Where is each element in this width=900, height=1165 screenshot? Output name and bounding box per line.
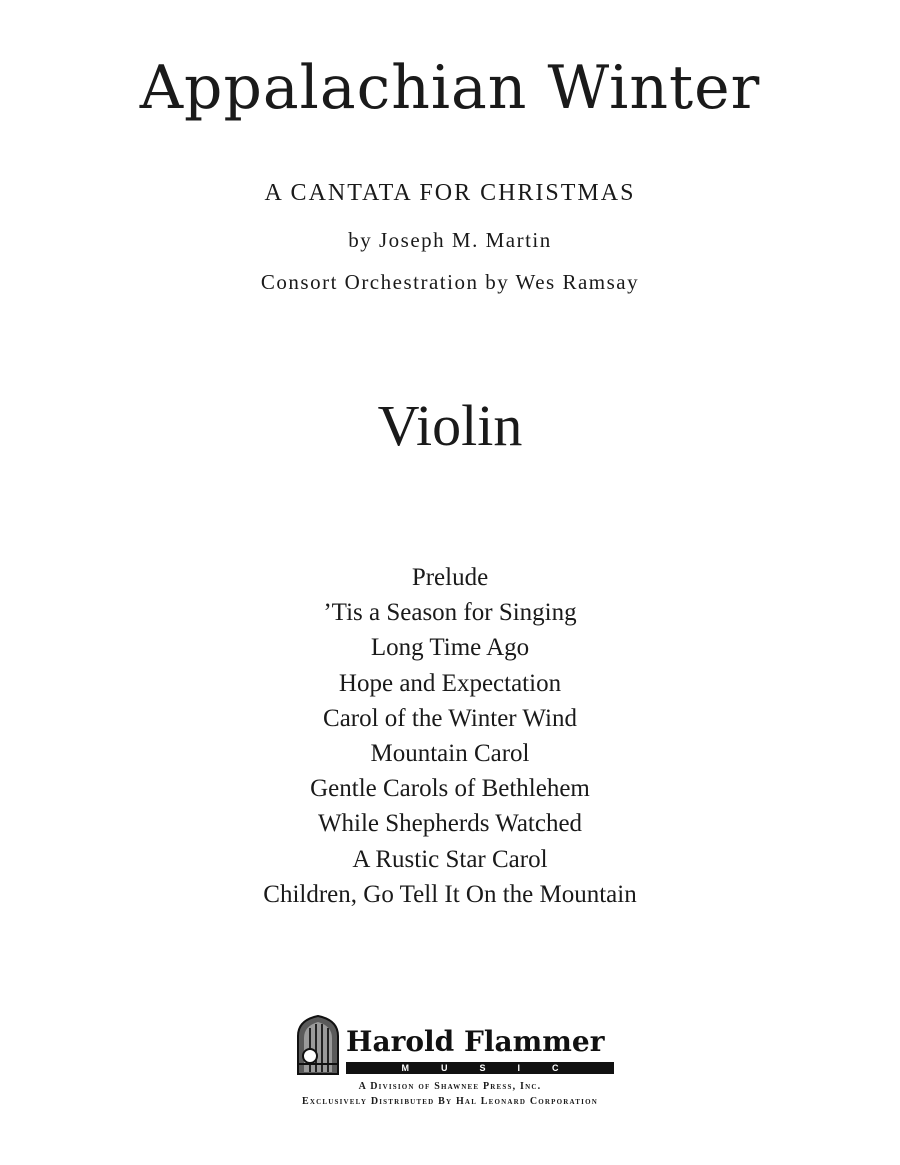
publisher-logo <box>296 1014 616 1078</box>
contents-item: Carol of the Winter Wind <box>323 704 577 732</box>
contents-item: Hope and Expectation <box>338 669 562 697</box>
contents-item: Gentle Carols of Bethlehem <box>310 775 590 803</box>
publisher-name-bar: MUSIC <box>346 1062 614 1074</box>
instrument-name: Violin <box>377 393 523 458</box>
contents-item: A Rustic Star Carol <box>352 845 548 873</box>
publisher-distribution: Exclusively Distributed By Hal Leonard Corporation <box>302 1096 598 1107</box>
composer-byline: by Joseph M. Martin <box>348 228 552 252</box>
contents-item: ’Tis a Season for Singing <box>323 599 577 627</box>
contents-item: Long Time Ago <box>370 634 530 662</box>
contents-list <box>0 560 900 912</box>
subtitle: A CANTATA FOR CHRISTMAS <box>264 180 636 206</box>
contents-item: Mountain Carol <box>370 739 530 767</box>
orchestration-credit: Consort Orchestration by Wes Ramsay <box>260 270 640 294</box>
contents-item: Prelude <box>411 564 489 591</box>
page-title: Appalachian Winter <box>139 53 761 123</box>
publisher-name: Harold Flammer <box>346 1025 605 1058</box>
organ-pipe-logo-icon <box>296 1014 340 1076</box>
contents-item: Children, Go Tell It On the Mountain <box>263 880 637 908</box>
publisher-division: A Division of Shawnee Press, Inc. <box>358 1081 542 1092</box>
contents-item: While Shepherds Watched <box>317 810 583 838</box>
